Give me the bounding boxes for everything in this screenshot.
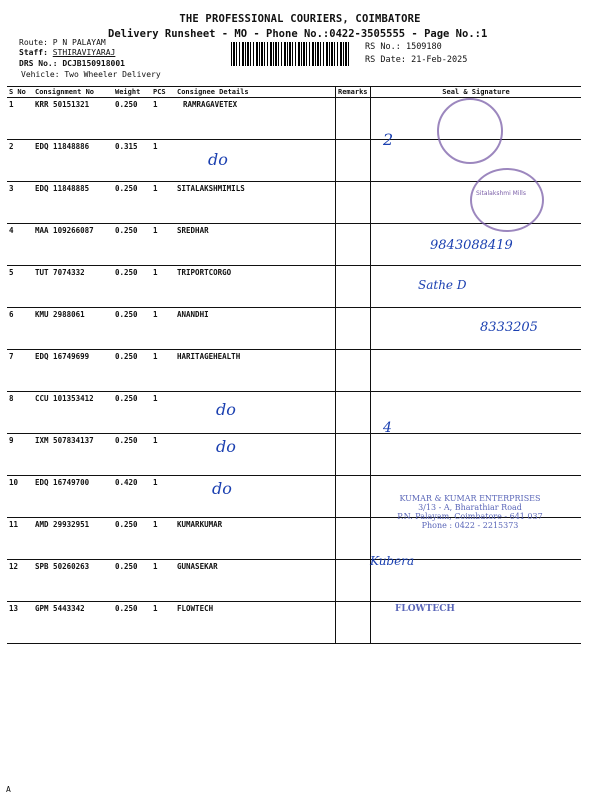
row-weight: 0.250 xyxy=(113,350,151,392)
row-sno: 13 xyxy=(7,602,33,644)
col-consignee: Consignee Details xyxy=(175,87,336,98)
col-pcs: PCS xyxy=(151,87,175,98)
row-weight: 0.250 xyxy=(113,392,151,434)
row-remarks xyxy=(336,308,371,350)
row-remarks xyxy=(336,434,371,476)
row-sno: 6 xyxy=(7,308,33,350)
row-consignee: FLOWTECH xyxy=(175,602,336,644)
col-consignment: Consignment No xyxy=(33,87,113,98)
barcode-image xyxy=(231,42,351,66)
row-consignee xyxy=(175,434,336,476)
row-consignment: AMD 29932951 xyxy=(33,518,113,560)
row-seal xyxy=(371,350,582,392)
ditto-mark: do xyxy=(208,150,228,169)
flowtech-stamp: FLOWTECH xyxy=(395,604,455,614)
row-weight: 0.315 xyxy=(113,140,151,182)
rs-date-line xyxy=(365,55,467,65)
row-remarks xyxy=(336,602,371,644)
table-row xyxy=(7,602,581,644)
row-consignment: MAA 109266087 xyxy=(33,224,113,266)
row-sno: 12 xyxy=(7,560,33,602)
row-sno: 2 xyxy=(7,140,33,182)
signature-name: Sathe D xyxy=(418,278,467,292)
row-seal xyxy=(371,308,582,350)
row-weight: 0.250 xyxy=(113,602,151,644)
row-sno: 9 xyxy=(7,434,33,476)
row-remarks xyxy=(336,140,371,182)
row-consignment: EDQ 16749699 xyxy=(33,350,113,392)
remark-handwriting: 4 xyxy=(383,420,392,436)
row-consignment: GPM 5443342 xyxy=(33,602,113,644)
row-pcs: 1 xyxy=(151,98,175,140)
row-pcs: 1 xyxy=(151,560,175,602)
row-consignment: EDQ 11848886 xyxy=(33,140,113,182)
enterprise-stamp xyxy=(375,494,565,530)
row-sno: 1 xyxy=(7,98,33,140)
drs-line xyxy=(19,59,125,68)
vehicle-label: Vehicle: xyxy=(21,70,60,79)
row-sno: 7 xyxy=(7,350,33,392)
row-weight: 0.250 xyxy=(113,98,151,140)
row-sno: 8 xyxy=(7,392,33,434)
seal-text: Sitalakshmi Mills xyxy=(476,190,526,197)
row-consignee: SITALAKSHMIMILS xyxy=(175,182,336,224)
runsheet-subtitle: Delivery Runsheet - MO - Phone No.:0422-3505555 - Page No.:1 xyxy=(108,28,488,40)
row-pcs: 1 xyxy=(151,350,175,392)
row-weight: 0.250 xyxy=(113,518,151,560)
row-remarks xyxy=(336,224,371,266)
row-remarks xyxy=(336,266,371,308)
corner-mark: A xyxy=(6,785,11,794)
row-consignment: CCU 101353412 xyxy=(33,392,113,434)
enterprise-address: 3/13 - A, Bharathiar Road xyxy=(418,503,522,512)
row-consignee xyxy=(175,140,336,182)
rs-date-label: RS Date: xyxy=(365,55,406,65)
row-remarks xyxy=(336,182,371,224)
row-consignment: KRR 50151321 xyxy=(33,98,113,140)
enterprise-phone: Phone : 0422 - 2215373 xyxy=(421,521,519,530)
row-pcs: 1 xyxy=(151,308,175,350)
ditto-mark: do xyxy=(216,400,236,419)
rs-no-value: 1509180 xyxy=(405,42,442,52)
rs-no-label: RS No.: xyxy=(365,42,401,52)
row-pcs: 1 xyxy=(151,518,175,560)
row-pcs: 1 xyxy=(151,434,175,476)
row-seal xyxy=(371,266,582,308)
row-consignment: TUT 7074332 xyxy=(33,266,113,308)
route-value: P N PALAYAM xyxy=(52,38,106,47)
row-consignee: RAMRAGAVETEX xyxy=(175,98,336,140)
staff-label: Staff: xyxy=(19,48,48,57)
row-consignment: EDQ 16749700 xyxy=(33,476,113,518)
row-weight: 0.250 xyxy=(113,560,151,602)
row-pcs: 1 xyxy=(151,392,175,434)
round-seal xyxy=(470,168,544,232)
row-consignee: HARITAGEHEALTH xyxy=(175,350,336,392)
row-remarks xyxy=(336,98,371,140)
ditto-mark: do xyxy=(212,479,232,498)
round-seal xyxy=(437,98,503,164)
row-consignment: IXM 507834137 xyxy=(33,434,113,476)
row-remarks xyxy=(336,350,371,392)
table-row xyxy=(7,560,581,602)
row-pcs: 1 xyxy=(151,266,175,308)
row-sno: 10 xyxy=(7,476,33,518)
table-header-row xyxy=(7,87,581,98)
rs-no-line xyxy=(365,42,442,52)
row-consignment: KMU 2988061 xyxy=(33,308,113,350)
enterprise-city: P.N. Palayam, Coimbatore - 641 037 xyxy=(397,512,543,521)
row-consignment: EDQ 11848885 xyxy=(33,182,113,224)
row-consignee: ANANDHI xyxy=(175,308,336,350)
ditto-mark: do xyxy=(216,437,236,456)
enterprise-name: KUMAR & KUMAR ENTERPRISES xyxy=(399,494,541,503)
row-weight: 0.250 xyxy=(113,308,151,350)
col-remarks: Remarks xyxy=(336,87,371,98)
route-line xyxy=(19,38,106,47)
row-consignee xyxy=(175,476,336,518)
row-consignee: SREDHAR xyxy=(175,224,336,266)
row-pcs: 1 xyxy=(151,182,175,224)
row-consignee: GUNASEKAR xyxy=(175,560,336,602)
row-weight: 0.250 xyxy=(113,434,151,476)
col-weight: Weight xyxy=(113,87,151,98)
company-title: THE PROFESSIONAL COURIERS, COIMBATORE xyxy=(179,13,421,25)
table-row xyxy=(7,266,581,308)
row-consignment: SPB 50260263 xyxy=(33,560,113,602)
phone-handwriting: 9843088419 xyxy=(430,238,513,253)
row-sno: 4 xyxy=(7,224,33,266)
row-pcs: 1 xyxy=(151,602,175,644)
row-pcs: 1 xyxy=(151,476,175,518)
col-seal-signature: Seal & Signature xyxy=(371,87,582,98)
table-row xyxy=(7,350,581,392)
col-sno: S No xyxy=(7,87,33,98)
row-remarks xyxy=(336,560,371,602)
staff-value: STHIRAVIYARAJ xyxy=(52,48,116,57)
row-remarks xyxy=(336,476,371,518)
row-consignee: TRIPORTCORGO xyxy=(175,266,336,308)
row-pcs: 1 xyxy=(151,140,175,182)
staff-line xyxy=(19,48,115,57)
row-pcs: 1 xyxy=(151,224,175,266)
drs-label: DRS No.: xyxy=(19,59,58,68)
rs-date-value: 21-Feb-2025 xyxy=(411,55,468,65)
drs-value: DCJB150918001 xyxy=(62,59,125,68)
row-weight: 0.250 xyxy=(113,182,151,224)
row-seal xyxy=(371,434,582,476)
row-sno: 5 xyxy=(7,266,33,308)
row-sno: 11 xyxy=(7,518,33,560)
signature-handwriting: Kubera xyxy=(370,554,415,568)
row-weight: 0.250 xyxy=(113,266,151,308)
row-sno: 3 xyxy=(7,182,33,224)
row-consignee xyxy=(175,392,336,434)
row-weight: 0.250 xyxy=(113,224,151,266)
route-label: Route: xyxy=(19,38,48,47)
phone-handwriting: 8333205 xyxy=(480,320,538,335)
row-seal xyxy=(371,392,582,434)
row-consignee: KUMARKUMAR xyxy=(175,518,336,560)
row-remarks xyxy=(336,392,371,434)
table-row xyxy=(7,392,581,434)
vehicle-line xyxy=(21,70,161,79)
row-remarks xyxy=(336,518,371,560)
vehicle-value: Two Wheeler Delivery xyxy=(64,70,161,79)
table-row xyxy=(7,434,581,476)
row-weight: 0.420 xyxy=(113,476,151,518)
remark-handwriting: 2 xyxy=(383,130,394,149)
